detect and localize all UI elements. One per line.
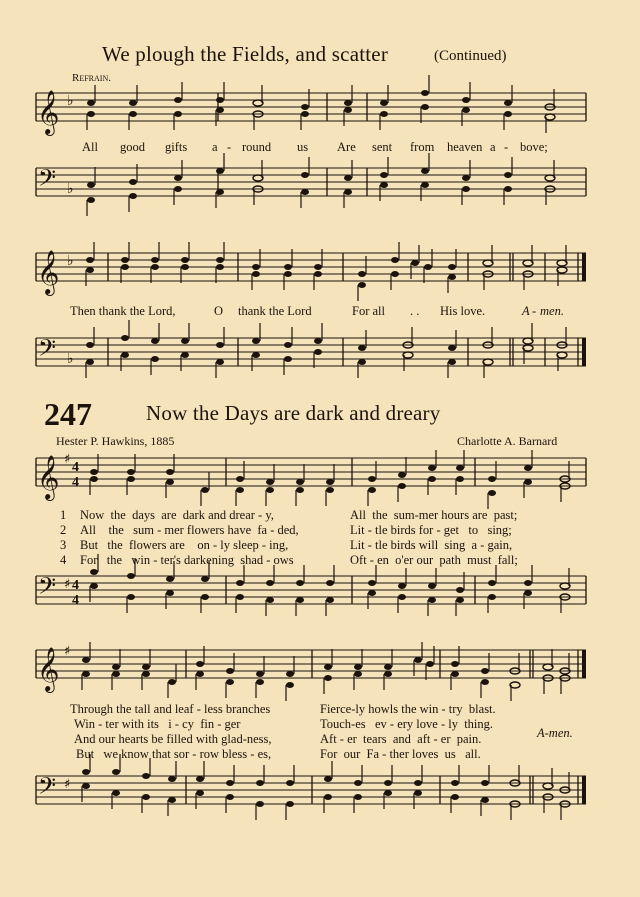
treble-clef: 𝄞 xyxy=(37,90,60,134)
treble-clef: 𝄞 xyxy=(37,455,60,499)
bass-clef: 𝄢 xyxy=(38,164,57,197)
flat-sign: ♭ xyxy=(67,181,74,197)
sharp-sign: ♯ xyxy=(64,777,71,792)
composer-credit: Charlotte A. Barnard xyxy=(457,434,558,448)
verse-line-4b: But we know that sor - row bless - es, For our Fa - ther loves us all. xyxy=(76,747,481,761)
time-signature-top: 4 xyxy=(72,578,79,593)
continued-label: (Continued) xyxy=(434,48,507,64)
refrain-label: Refrain. xyxy=(72,72,111,84)
time-signature-top: 4 xyxy=(72,460,79,475)
staff-treble-1 xyxy=(0,85,640,135)
staff-treble-4 xyxy=(0,642,640,694)
author-credit: Hester P. Hawkins, 1885 xyxy=(56,434,175,448)
verse-line-2a: 2 All the sum - mer flowers have fa - ded, Lit - tle birds for - get to sing; xyxy=(60,523,512,537)
verse-line-3b: And our hearts be filled with glad-ness, Aft - er tears and aft - er pain. xyxy=(74,732,482,746)
staff-bass-3 xyxy=(0,568,640,618)
bass-clef: 𝄢 xyxy=(38,772,57,805)
notes xyxy=(82,754,570,820)
hymn-number: 247 xyxy=(44,396,92,432)
hymn-title: Now the Days are dark and dreary xyxy=(146,401,441,425)
staff-bass-2 xyxy=(0,330,640,380)
treble-clef: 𝄞 xyxy=(37,250,60,294)
hymn-title: We plough the Fields, and scatter xyxy=(102,42,389,66)
bass-clef: 𝄢 xyxy=(38,334,57,367)
verse-line-2b: Win - ter with its i - cy fin - ger Touch-es ev - ery love - ly thing. xyxy=(74,717,494,731)
flat-sign: ♭ xyxy=(67,253,74,269)
verse-line-1b: Through the tall and leaf - less branches Fierce-ly howls the win - try blast. xyxy=(70,702,496,716)
sharp-sign: ♯ xyxy=(64,452,71,467)
notes xyxy=(86,320,567,378)
time-signature-bottom: 4 xyxy=(72,593,79,608)
verse-line-4a: 4 For the win - ter's darkening shad - ows Oft - en o'er our path must fall; xyxy=(60,553,518,567)
flat-sign: ♭ xyxy=(67,93,74,109)
notes xyxy=(87,75,555,133)
staff-bass-1 xyxy=(0,160,640,215)
amen-label: A-men. xyxy=(537,726,573,740)
verse-line-3a: 3 But the flowers are on - ly sleep - ing, Lit - tle birds will sing a - gain, xyxy=(60,538,513,552)
sharp-sign: ♯ xyxy=(64,644,71,659)
notes xyxy=(87,153,555,216)
staff-treble-2 xyxy=(0,245,640,295)
sharp-sign: ♯ xyxy=(64,577,71,592)
flat-sign: ♭ xyxy=(67,351,74,367)
staff-treble-3 xyxy=(0,450,640,502)
time-signature-bottom: 4 xyxy=(72,475,79,490)
notes xyxy=(86,242,567,301)
bass-clef: 𝄢 xyxy=(38,572,57,605)
verse-line-1a: 1 Now the days are dark and drear - y, All the sum-mer hours are past; xyxy=(60,508,518,522)
staff-bass-4 xyxy=(0,768,640,818)
treble-clef: 𝄞 xyxy=(37,647,60,691)
